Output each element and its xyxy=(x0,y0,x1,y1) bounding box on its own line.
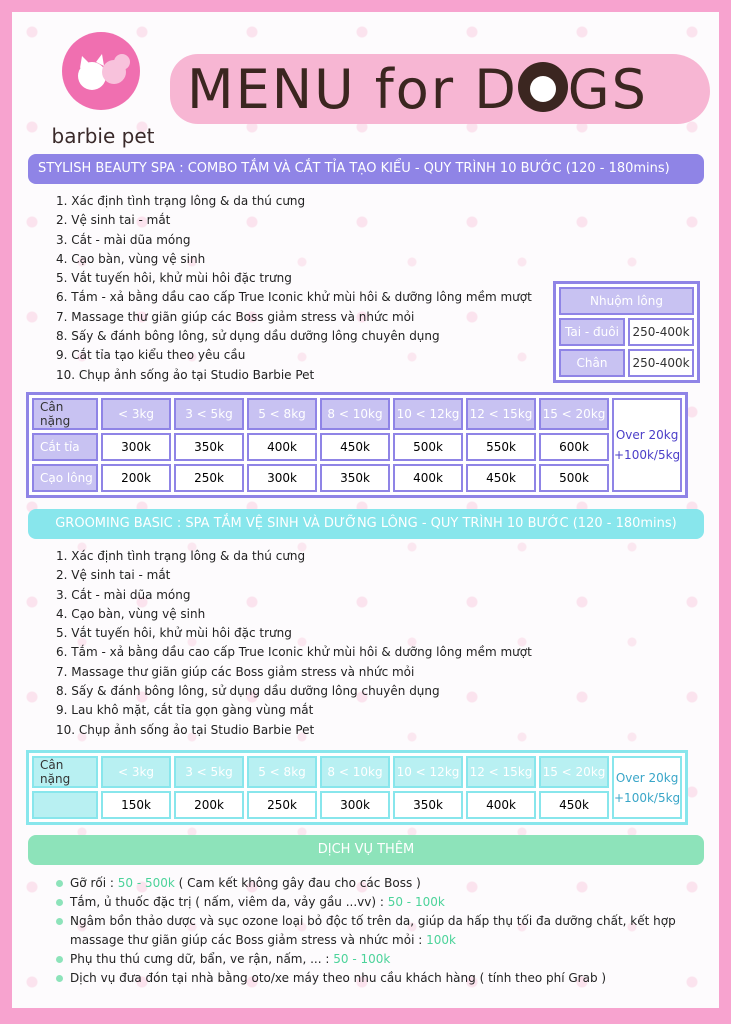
over-line-1: Over 20kg xyxy=(615,428,679,442)
extra-service-item xyxy=(56,950,719,969)
service-text: Tắm, ủ thuốc đặc trị ( nấm, viêm da, vảy gầu ...vv) : xyxy=(70,895,388,909)
dog-face-icon xyxy=(518,62,568,112)
weight-header: 15 < 20kg xyxy=(539,756,609,788)
weight-header: 15 < 20kg xyxy=(539,398,609,430)
weight-header: 5 < 8kg xyxy=(247,756,317,788)
extra-service-item xyxy=(56,874,719,893)
weight-header: 3 < 5kg xyxy=(174,756,244,788)
price-cell: 600k xyxy=(539,433,609,461)
weight-label: Cân nặng xyxy=(32,398,98,430)
weight-header: 12 < 15kg xyxy=(466,756,536,788)
step-item: 9. Lau khô mặt, cắt tỉa gọn gàng vùng mắt xyxy=(56,703,314,718)
step-item: 2. Vệ sinh tai - mắt xyxy=(56,213,171,228)
dye-price: 250-400k xyxy=(628,318,694,346)
extra-service-item xyxy=(56,912,719,950)
price-cell: 250k xyxy=(174,464,244,492)
price-cell: 450k xyxy=(539,791,609,819)
brand-name: barbie pet xyxy=(51,124,155,148)
step-item: 8. Sấy & đánh bông lông, sử dụng dầu dưỡng lông chuyên dụng xyxy=(56,684,440,699)
step-item: 2. Vệ sinh tai - mắt xyxy=(56,568,171,583)
step-item: 6. Tắm - xả bằng dầu cao cấp True Iconic khử mùi hôi & dưỡng lông mềm mượt xyxy=(56,290,532,305)
step-item: 1. Xác định tình trạng lông & da thú cưng xyxy=(56,549,306,563)
weight-header: 3 < 5kg xyxy=(174,398,244,430)
section-heading-extra-services: DỊCH VỤ THÊM xyxy=(28,835,704,865)
price-cell: 400k xyxy=(247,433,317,461)
dye-label: Tai - đuôi xyxy=(559,318,625,346)
extra-services-list xyxy=(56,874,719,988)
weight-header: < 3kg xyxy=(101,398,171,430)
service-text: Ngâm bồn thảo dược và sục ozone loại bỏ độc tố trên da, giúp da hấp thụ tối đa dưỡng chất, kết hợp massage thư giãn giúp các Boss giảm stress và nhức mỏi : xyxy=(70,914,676,947)
extra-service-item xyxy=(56,969,719,988)
step-item: 7. Massage thư giãn giúp các Boss giảm stress và nhức mỏi xyxy=(56,664,415,679)
step-item: 5. Vắt tuyến hôi, khử mùi hôi đặc trưng xyxy=(56,626,292,641)
weight-label: Cân nặng xyxy=(32,756,98,788)
price-cell: 300k xyxy=(101,433,171,461)
price-cell: 450k xyxy=(320,433,390,461)
beauty-spa-steps xyxy=(56,192,532,385)
brand-logo xyxy=(48,32,158,162)
price-cell: 300k xyxy=(320,791,390,819)
weight-header: 12 < 15kg xyxy=(466,398,536,430)
weight-header: < 3kg xyxy=(101,756,171,788)
price-cell: 350k xyxy=(320,464,390,492)
section-heading-grooming-basic: GROOMING BASIC : SPA TẮM VỆ SINH VÀ DƯỠNG LÔNG - QUY TRÌNH 10 BƯỚC (120 - 180mins) xyxy=(28,509,704,539)
dye-price: 250-400k xyxy=(628,349,694,377)
service-price: 100k xyxy=(426,933,456,947)
title-text-1: MENU for D xyxy=(187,58,518,121)
over-20kg-cell xyxy=(612,398,682,492)
price-cell: 500k xyxy=(539,464,609,492)
price-cell: 500k xyxy=(393,433,463,461)
step-item: 1. Xác định tình trạng lông & da thú cưng xyxy=(56,194,306,208)
weight-header: 10 < 12kg xyxy=(393,756,463,788)
dye-label: Chân xyxy=(559,349,625,377)
menu-sheet xyxy=(12,12,719,1008)
step-item: 10. Chụp ảnh sống ảo tại Studio Barbie Pet xyxy=(56,722,315,737)
over-line-1: Over 20kg xyxy=(615,770,679,785)
row-label-empty xyxy=(32,791,98,819)
step-item: 6. Tắm - xả bằng dầu cao cấp True Iconic khử mùi hôi & dưỡng lông mềm mượt xyxy=(56,645,532,660)
step-item: 10. Chụp ảnh sống ảo tại Studio Barbie Pet xyxy=(56,367,315,382)
weight-header: 5 < 8kg xyxy=(247,398,317,430)
service-price: 50 - 100k xyxy=(333,952,391,966)
weight-header: 10 < 12kg xyxy=(393,398,463,430)
service-note: ( Cam kết không gây đau cho các Boss ) xyxy=(174,876,421,890)
section-heading-beauty-spa: STYLISH BEAUTY SPA : COMBO TẮM VÀ CẮT TỈA TẠO KIỂU - QUY TRÌNH 10 BƯỚC (120 - 180mins) xyxy=(28,154,704,184)
service-text: Dịch vụ đưa đón tại nhà bằng oto/xe máy theo nhu cầu khách hàng ( tính theo phí Grab ) xyxy=(70,971,607,985)
price-cell: 350k xyxy=(174,433,244,461)
row-label: Cạo lông xyxy=(32,464,98,492)
price-cell: 200k xyxy=(174,791,244,819)
price-cell: 350k xyxy=(393,791,463,819)
beauty-spa-price-table xyxy=(26,392,688,498)
step-item: 5. Vắt tuyến hôi, khử mùi hôi đặc trưng xyxy=(56,271,292,286)
price-cell: 250k xyxy=(247,791,317,819)
price-cell: 300k xyxy=(247,464,317,492)
weight-header: 8 < 10kg xyxy=(320,756,390,788)
step-item: 3. Cắt - mài dũa móng xyxy=(56,587,191,602)
weight-header: 8 < 10kg xyxy=(320,398,390,430)
price-cell: 400k xyxy=(466,791,536,819)
step-item: 3. Cắt - mài dũa móng xyxy=(56,232,191,247)
extra-service-item xyxy=(56,893,719,912)
price-cell: 150k xyxy=(101,791,171,819)
dye-header: Nhuộm lông xyxy=(559,287,694,315)
dog-logo-icon xyxy=(62,32,140,110)
service-price: 50 - 100k xyxy=(387,895,445,909)
row-label: Cắt tỉa xyxy=(32,433,98,461)
step-item: 8. Sấy & đánh bông lông, sử dụng dầu dưỡng lông chuyên dụng xyxy=(56,329,440,344)
service-text: Phụ thu thú cưng dữ, bẩn, ve rận, nấm, ... : xyxy=(70,952,334,966)
price-cell: 550k xyxy=(466,433,536,461)
step-item: 9. Cắt tỉa tạo kiểu theo yêu cầu xyxy=(56,348,246,363)
grooming-basic-price-table xyxy=(26,750,688,825)
over-20kg-cell xyxy=(612,756,682,819)
title-text-2: GS xyxy=(567,58,648,121)
step-item: 7. Massage thư giãn giúp các Boss giảm stress và nhức mỏi xyxy=(56,309,415,324)
price-cell: 400k xyxy=(393,464,463,492)
over-line-2: +100k/5kg xyxy=(614,448,681,462)
price-cell: 200k xyxy=(101,464,171,492)
step-item: 4. Cạo bàn, vùng vệ sinh xyxy=(56,606,206,621)
grooming-basic-steps xyxy=(56,547,532,740)
over-line-2: +100k/5kg xyxy=(614,790,681,805)
page-title xyxy=(187,40,707,140)
service-price: 50 - 500k xyxy=(117,876,175,890)
price-cell: 450k xyxy=(466,464,536,492)
step-item: 4. Cạo bàn, vùng vệ sinh xyxy=(56,251,206,266)
service-text: Gỡ rối : xyxy=(70,876,118,890)
dye-price-table xyxy=(553,281,700,383)
